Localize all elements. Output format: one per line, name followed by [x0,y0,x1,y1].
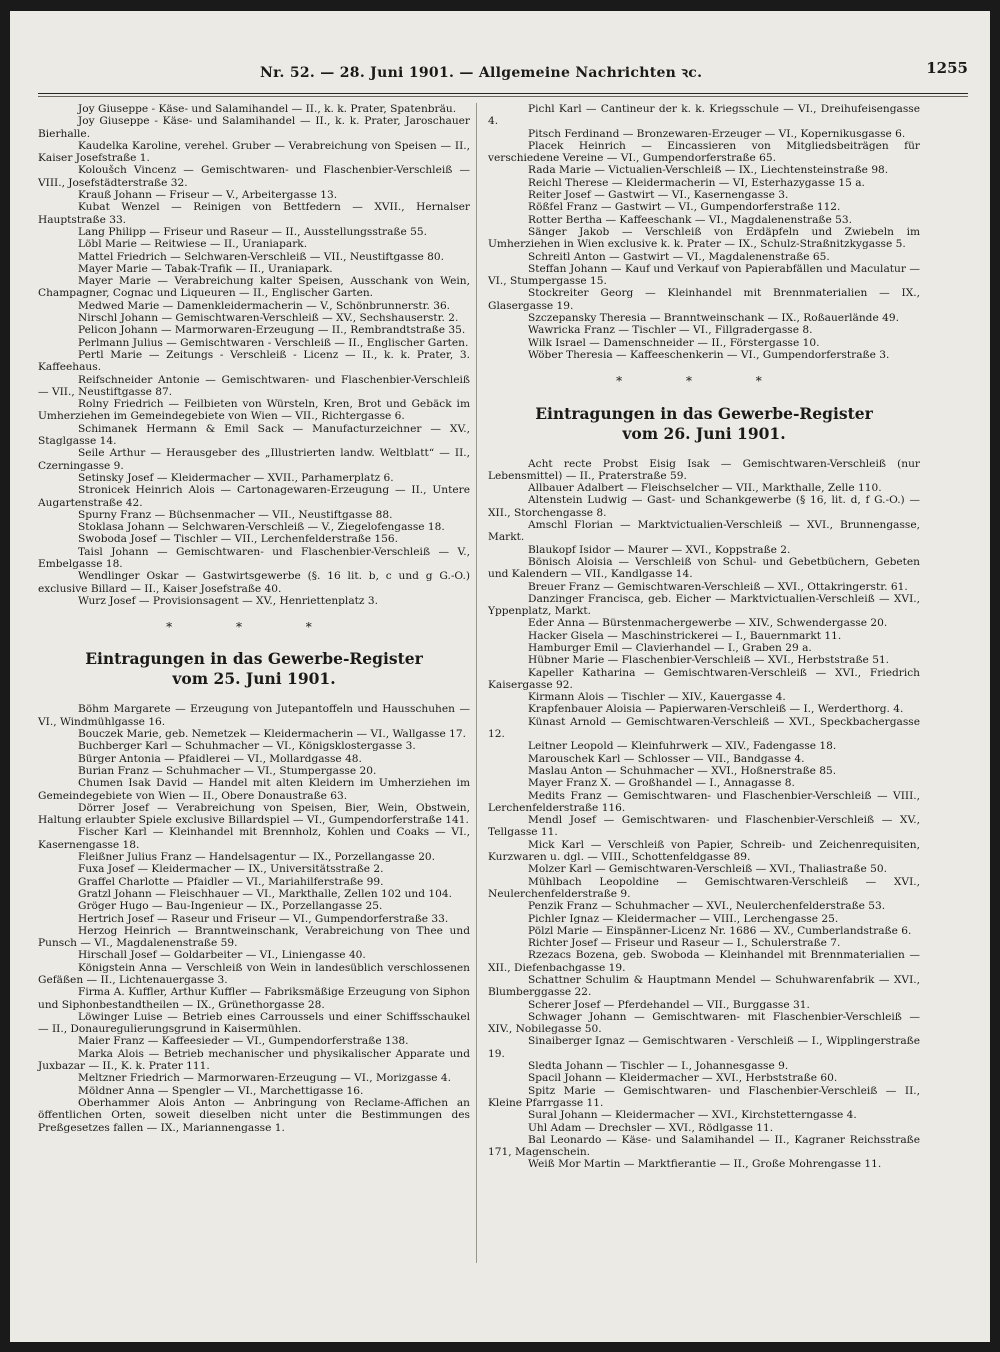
register-entry: Bönisch Aloisia — Verschleiß von Schul- und Gebetbüchern, Gebeten und Kalendern — VII., Kandlgasse 14. [488,555,920,581]
register-entry: Möldner Anna — Spengler — VI., Marchettigasse 16. [78,1084,364,1097]
register-entry: Bouczek Marie, geb. Nemetzek — Kleidermacherin — VI., Wallgasse 17. [78,728,466,741]
register-entry: Perlmann Julius — Gemischtwaren - Verschleiß — II., Englischer Garten. [78,336,469,349]
register-entry: Spurny Franz — Büchsenmacher — VII., Neustiftgasse 88. [78,508,393,521]
register-entry: Stockreiter Georg — Kleinhandel mit Brennmaterialien — IX., Glasergasse 19. [488,287,920,312]
register-entry: Mühlbach Leopoldine — Gemischtwaren-Verschleiß — XVI., Neulerchenfelderstraße 9. [488,875,920,900]
register-entry: Rolny Friedrich — Feilbieten von Würsteln, Kren, Brot und Gebäck im Umherziehen im Gemeindegebiete von Wien — VII., Richtergasse 6. [38,398,470,423]
register-entry: Mick Karl — Verschleiß von Papier, Schreib- und Zeichenrequisiten, Kurzwaren u. dgl. — VIII., Schottenfeldgasse 89. [488,838,920,864]
register-entry: Molzer Karl — Gemischtwaren-Verschleiß — XVI., Thaliastraße 50. [528,863,887,876]
register-entry: Eder Anna — Bürstenmachergewerbe — XIV., Schwendergasse 20. [528,617,888,630]
section-heading-june-26 [488,404,920,444]
register-entry: Gröger Hugo — Bau-Ingenieur — IX., Porzellangasse 25. [78,900,383,913]
register-entry: Mendl Josef — Gemischtwaren- und Flaschenbier-Verschleiß — XV., Tellgasse 11. [488,814,920,839]
register-entry: Marouschek Karl — Schlosser — VII., Bandgasse 4. [528,752,805,765]
register-entry: Blaukopf Isidor — Maurer — XVI., Koppstraße 2. [528,543,791,556]
register-entry: Hübner Marie — Flaschenbier-Verschleiß — XVI., Herbststraße 51. [528,654,890,667]
register-entry: Pertl Marie — Zeitungs - Verschleiß - Licenz — II., k. k. Prater, 3. Kaffeehaus. [38,348,470,374]
register-entry: Wawricka Franz — Tischler — VI., Fillgradergasse 8. [528,324,813,337]
register-entry: Uhl Adam — Drechsler — XVI., Rödlgasse 11. [528,1121,774,1134]
register-entry: Schattner Schulim & Hauptmann Mendel — Schuhwarenfabrik — XVI., Blumberggasse 22. [488,974,920,999]
register-entry: Rada Marie — Victualien-Verschleiß — IX., Liechtensteinstraße 98. [528,164,889,177]
register-entry: Wendlinger Oskar — Gastwirtsgewerbe (§. 16 lit. b, c und g G.-O.) exclusive Billard — II., Kaiser Josefstraße 40. [38,570,470,595]
register-entry: Meltzner Friedrich — Marmorwaren-Erzeugung — VI., Morizgasse 4. [78,1072,452,1085]
register-entry: Penzik Franz — Schuhmacher — XVI., Neulerchenfelderstraße 53. [528,900,886,913]
register-entry: Reifschneider Antonie — Gemischtwaren- und Flaschenbier-Verschleiß — VII., Neustiftgasse 87. [38,373,470,398]
register-entry: Altenstein Ludwig — Gast- und Schankgewerbe (§ 16, lit. d, f G.-O.) — XII., Storchengasse 8. [488,494,920,519]
register-entry: Rzezacs Bozena, geb. Swoboda — Kleinhandel mit Brennmaterialien — XII., Diefenbachgasse 19. [488,949,920,974]
register-entry: Breuer Franz — Gemischtwaren-Verschleiß — XVI., Ottakringerstr. 61. [528,580,908,593]
register-entry: Reichl Therese — Kleidermacherin — VI, Esterhazygasse 15 a. [528,176,865,189]
register-entry: Löbl Marie — Reitwiese — II., Uraniapark. [78,238,308,251]
register-entry: Szczepansky Theresia — Branntweinschank — IX., Roßauerlände 49. [528,312,899,325]
section-heading-line1: Eintragungen in das Gewerbe-Register [535,403,873,423]
register-entry: Marka Alois — Betrieb mechanischer und physikalischer Apparate und Juxbazar — II., K. k. Prater 111. [38,1047,470,1073]
register-entry: Taisl Johann — Gemischtwaren- und Flaschenbier-Verschleiß — V., Embelgasse 18. [38,545,470,570]
section-separator-stars: * * * [616,374,792,389]
register-entry: Seile Arthur — Herausgeber des „Illustrierten landw. Weltblatt“ — II., Czerningasse 9. [38,447,470,472]
register-entry: Richter Josef — Friseur und Raseur — I., Schulerstraße 7. [528,937,841,950]
register-entry: Herzog Heinrich — Branntweinschank, Verabreichung von Thee und Punsch — VI., Magdalenenstraße 59. [38,924,470,950]
register-entry: Stronicek Heinrich Alois — Cartonagewaren-Erzeugung — II., Untere Augartenstraße 42. [38,484,470,509]
register-entry: Kaudelka Karoline, verehel. Gruber — Verabreichung von Speisen — II., Kaiser Josefstraße 1. [38,139,470,165]
register-entry: Schimanek Hermann & Emil Sack — Manufacturzeichner — XV., Staglgasse 14. [38,422,470,448]
register-entry: Joy Giuseppe - Käse- und Salamihandel — II., k. k. Prater, Jaroschauer Bierhalle. [38,115,470,140]
right-entries-b [488,458,920,1171]
register-entry: Fuxa Josef — Kleidermacher — IX., Universitätsstraße 2. [78,863,384,876]
register-entry: Amschl Florian — Marktvictualien-Verschleiß — XVI., Brunnengasse, Markt. [488,519,920,544]
register-entry: Mayer Marie — Tabak-Trafik — II., Uraniapark. [78,262,333,275]
left-entries-a [38,103,470,607]
register-entry: Königstein Anna — Verschleiß von Wein in landesüblich verschlossenen Gefäßen — II., Lichtenauergasse 3. [38,961,470,986]
register-entry: Hirschall Josef — Goldarbeiter — VI., Liniengasse 40. [78,949,366,962]
register-entry: Maier Franz — Kaffeesieder — VI., Gumpendorferstraße 138. [78,1035,409,1048]
register-entry: Acht recte Probst Eisig Isak — Gemischtwaren-Verschleiß (nur Lebensmittel) — II., Praterstraße 59. [488,457,920,482]
left-column [38,103,470,1134]
register-entry: Hamburger Emil — Clavierhandel — I., Graben 29 a. [528,641,812,654]
header-rule [38,93,968,94]
register-entry: Scherer Josef — Pferdehandel — VII., Burggasse 31. [528,998,810,1011]
register-entry: Kapeller Katharina — Gemischtwaren-Verschleiß — XVI., Friedrich Kaisergasse 92. [488,666,920,691]
register-entry: Sledta Johann — Tischler — I., Johannesgasse 9. [528,1060,789,1073]
register-entry: Wurz Josef — Provisionsagent — XV., Henriettenplatz 3. [78,594,378,607]
register-entry: Kirmann Alois — Tischler — XIV., Kauergasse 4. [528,691,786,704]
register-entry: Setinsky Josef — Kleidermacher — XVII., Parhamerplatz 6. [78,471,394,484]
register-entry: Buchberger Karl — Schuhmacher — VI., Königsklostergasse 3. [78,740,416,753]
newspaper-page [10,11,990,1342]
register-entry: Löwinger Luise — Betrieb eines Carroussels und einer Schiffsschaukel — II., Donauregulierungsgrund in Kaisermühlen. [38,1010,470,1036]
register-entry: Hacker Gisela — Maschinstrickerei — I., Bauernmarkt 11. [528,629,842,642]
section-heading-line2: vom 26. Juni 1901. [622,423,786,443]
register-entry: Hertrich Josef — Raseur und Friseur — VI., Gumpendorferstraße 33. [78,912,449,925]
register-entry: Rößfel Franz — Gastwirt — VI., Gumpendorferstraße 112. [528,201,841,214]
register-entry: Kubat Wenzel — Reinigen von Bettfedern — XVII., Hernalser Hauptstraße 33. [38,201,470,226]
register-entry: Burian Franz — Schuhmacher — VI., Stumpergasse 20. [78,764,377,777]
register-entry: Pölzl Marie — Einspänner-Licenz Nr. 1686 — XV., Cumberlandstraße 6. [528,924,912,937]
register-entry: Placek Heinrich — Eincassieren von Mitgliedsbeiträgen für verschiedene Vereine — VI., Gumpendorferstraße 65. [488,139,920,165]
header-title: Nr. 52. — 28. Juni 1901. — Allgemeine Nachrichten ꝛc. [260,65,703,81]
register-entry: Pelicon Johann — Marmorwaren-Erzeugung — II., Rembrandtstraße 35. [78,324,466,337]
register-entry: Pitsch Ferdinand — Bronzewaren-Erzeuger — VI., Kopernikusgasse 6. [528,127,906,140]
register-entry: Rotter Bertha — Kaffeeschank — VI., Magdalenenstraße 53. [528,213,852,226]
register-entry: Allbauer Adalbert — Fleischselcher — VII., Markthalle, Zelle 110. [528,482,882,495]
register-entry: Wöber Theresia — Kaffeeschenkerin — VI., Gumpendorferstraße 3. [528,348,890,361]
header-rule-secondary [38,96,968,97]
register-entry: Chumen Isak David — Handel mit alten Kleidern im Umherziehen im Gemeindegebiete von Wien — II., Obere Donaustraße 63. [38,777,470,802]
register-entry: Dörrer Josef — Verabreichung von Speisen, Bier, Wein, Obstwein, Haltung erlaubter Spiele exclusive Billardspiel — VI., Gumpendorferstraße 141. [38,801,470,827]
register-entry: Bürger Antonia — Pfaidlerei — VI., Mollardgasse 48. [78,752,362,765]
page-number: 1255 [926,59,968,77]
page-header [10,59,990,85]
section-heading-june-25 [38,649,470,689]
register-entry: Pichl Karl — Cantineur der k. k. Kriegsschule — VI., Dreihufeisengasse 4. [488,103,920,128]
register-entry: Künast Arnold — Gemischtwaren-Verschleiß — XVI., Speckbachergasse 12. [488,715,920,741]
register-entry: Maslau Anton — Schuhmacher — XVI., Hoßnerstraße 85. [528,764,837,777]
right-column [488,103,920,1171]
register-entry: Oberhammer Alois Anton — Anbringung von Reclame-Affichen an öffentlichen Orten, soweit dieselben nicht unter die Bestimmungen des Preßgesetzes fallen — IX., Mariannengasse 1. [38,1096,470,1134]
register-entry: Danzinger Francisca, geb. Eicher — Marktvictualien-Verschleiß — XVI., Yppenplatz, Markt. [488,592,920,618]
register-entry: Stoklasa Johann — Selchwaren-Verschleiß — V., Ziegelofengasse 18. [78,521,445,534]
register-entry: Graffel Charlotte — Pfaidler — VI., Mariahilferstraße 99. [78,875,384,888]
register-entry: Joy Giuseppe - Käse- und Salamihandel — II., k. k. Prater, Spatenbräu. [78,103,457,115]
section-heading-line2: vom 25. Juni 1901. [172,669,336,689]
register-entry: Steffan Johann — Kauf und Verkauf von Papierabfällen und Maculatur — VI., Stumpergasse 15. [488,262,920,288]
register-entry: Schwager Johann — Gemischtwaren- mit Flaschenbier-Verschleiß — XIV., Nobilegasse 50. [488,1010,920,1036]
register-entry: Bal Leonardo — Käse- und Salamihandel — II., Kagraner Reichsstraße 171, Magenschein. [488,1133,920,1159]
register-entry: Pichler Ignaz — Kleidermacher — VIII., Lerchengasse 25. [528,912,839,925]
register-entry: Gratzl Johann — Fleischhauer — VI., Markthalle, Zellen 102 und 104. [78,887,452,900]
section-heading-line1: Eintragungen in das Gewerbe-Register [85,649,423,669]
right-entries-a [488,103,920,361]
section-separator-stars: * * * [166,620,342,635]
register-entry: Schreitl Anton — Gastwirt — VI., Magdalenenstraße 65. [528,250,830,263]
register-entry: Fleißner Julius Franz — Handelsagentur — IX., Porzellangasse 20. [78,851,436,864]
register-entry: Krauß Johann — Friseur — V., Arbeitergasse 13. [78,189,338,202]
register-entry: Nirschl Johann — Gemischtwaren-Verschleiß — XV., Sechshauserstr. 2. [78,312,459,325]
register-entry: Mayer Marie — Verabreichung kalter Speisen, Ausschank von Wein, Champagner, Cognac und Liqueuren — II., Englischer Garten. [38,275,470,300]
register-entry: Fischer Karl — Kleinhandel mit Brennholz, Kohlen und Coaks — VI., Kasernengasse 18. [38,826,470,851]
register-entry: Swoboda Josef — Tischler — VII., Lerchenfelderstraße 156. [78,533,399,546]
register-entry: Medits Franz — Gemischtwaren- und Flaschenbier-Verschleiß — VIII., Lerchenfelderstraße 116. [488,789,920,814]
register-entry: Sinaiberger Ignaz — Gemischtwaren - Verschleiß — I., Wipplingerstraße 19. [488,1035,920,1060]
register-entry: Wilk Israel — Damenschneider — II., Förstergasse 10. [528,336,820,349]
register-entry: Böhm Margarete — Erzeugung von Jutepantoffeln und Hausschuhen — VI., Windmühlgasse 16. [38,703,470,728]
register-entry: Spitz Marie — Gemischtwaren- und Flaschenbier-Verschleiß — II., Kleine Pfarrgasse 11. [488,1084,920,1109]
column-divider [476,103,477,1263]
register-entry: Sänger Jakob — Verschleiß von Erdäpfeln und Zwiebeln im Umherziehen in Wien exclusive k. k. Prater — IX., Schulz-Straßnitzkygasse 5. [488,225,920,251]
register-entry: Firma A. Kuffler, Arthur Kuffler — Fabriksmäßige Erzeugung von Siphon und Siphonbestandtheilen — IX., Grünethorgasse 28. [38,986,470,1011]
register-entry: Mattel Friedrich — Selchwaren-Verschleiß — VII., Neustiftgasse 80. [78,250,444,263]
register-entry: Spacil Johann — Kleidermacher — XVI., Herbststraße 60. [528,1072,838,1085]
register-entry: Koloušch Vincenz — Gemischtwaren- und Flaschenbier-Verschleiß — VIII., Josefstädterstraße 32. [38,164,470,189]
left-entries-b [38,703,470,1133]
register-entry: Leitner Leopold — Kleinfuhrwerk — XIV., Fadengasse 18. [528,740,837,753]
register-entry: Weiß Mor Martin — Marktfierantie — II., Große Mohrengasse 11. [528,1158,882,1171]
register-entry: Mayer Franz X. — Großhandel — I., Annagasse 8. [528,777,795,790]
register-entry: Krapfenbauer Aloisia — Papierwaren-Verschleiß — I., Werderthorg. 4. [528,703,904,716]
register-entry: Reiter Josef — Gastwirt — VI., Kasernengasse 3. [528,189,789,202]
register-entry: Lang Philipp — Friseur und Raseur — II., Ausstellungsstraße 55. [78,225,427,238]
register-entry: Sural Johann — Kleidermacher — XVI., Kirchstetterngasse 4. [528,1109,857,1122]
register-entry: Medwed Marie — Damenkleidermacherin — V., Schönbrunnerstr. 36. [78,299,451,312]
